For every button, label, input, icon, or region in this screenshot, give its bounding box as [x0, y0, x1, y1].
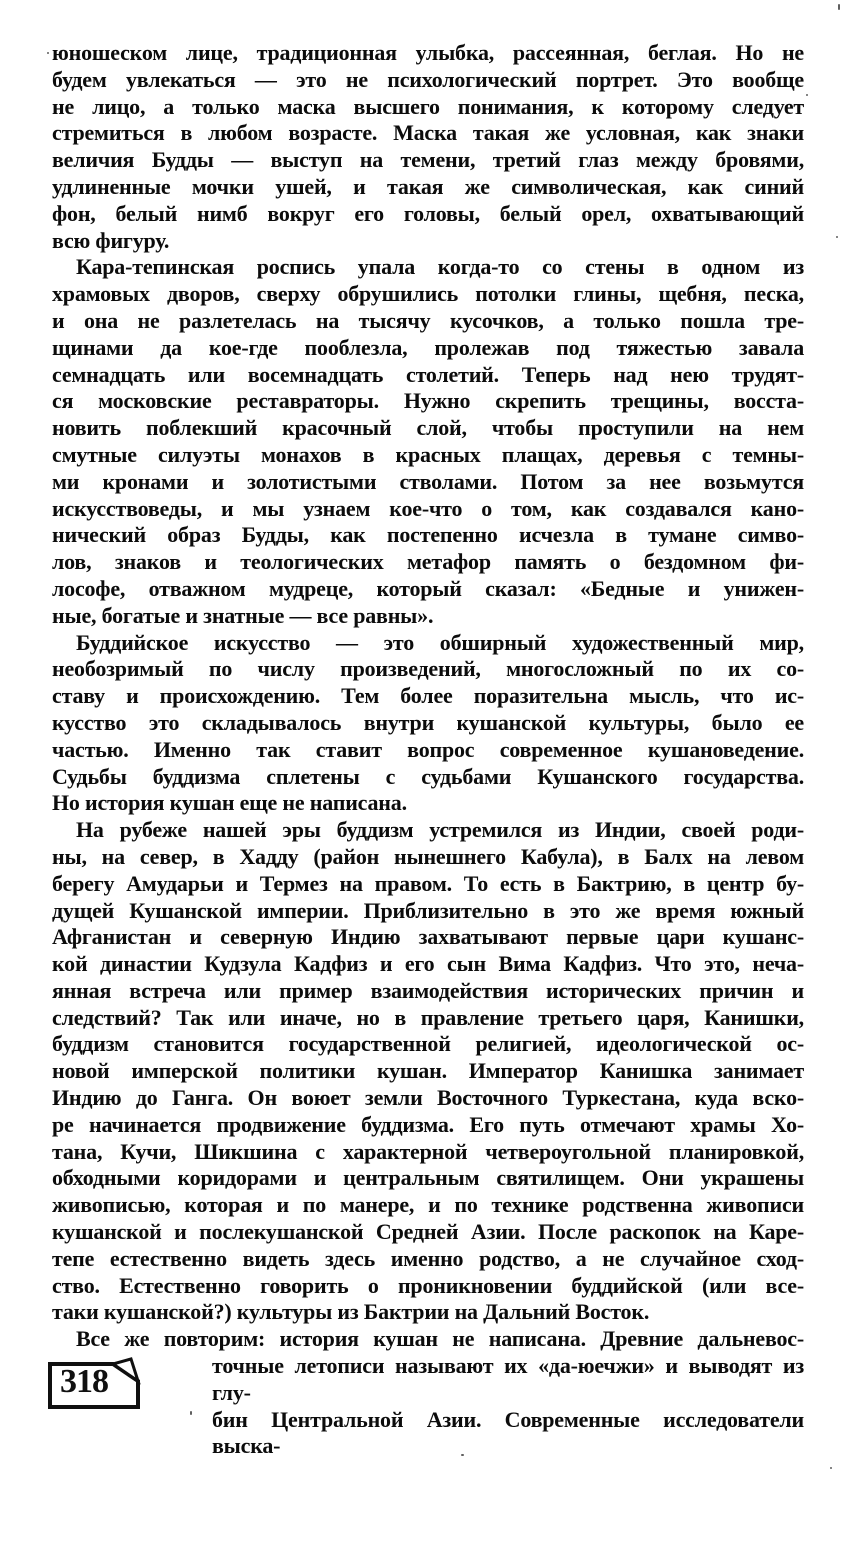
text-line: новой имперской политики кушан. Император Канишка занимает — [52, 1058, 804, 1084]
scan-speck — [836, 236, 838, 238]
text-line: кушанской и послекушанской Средней Азии. После раскопок на Каре- — [52, 1219, 804, 1245]
text-line: необозримый по числу произведений, многосложный по их со- — [52, 656, 804, 682]
text-line: ны, на север, в Хадду (район нынешнего Кабула), в Балх на левом — [52, 843, 804, 869]
text-line: кой династии Кудзула Кадфиз и его сын Вима Кадфиз. Что это, неча- — [52, 951, 804, 977]
paragraph — [52, 254, 804, 629]
text-line: следствий? Так или иначе, но в правление третьего царя, Канишки, — [52, 1004, 804, 1030]
text-line: ми кронами и золотистыми стволами. Потом за нее возьмутся — [52, 468, 804, 494]
text-line: храмовых дворов, сверху обрушились потолки глины, щебня, песка, — [52, 281, 804, 307]
scan-speck — [47, 52, 49, 54]
text-line: не лицо, а только маска высшего понимания, к которому следует — [52, 93, 804, 119]
text-line: ся московские реставраторы. Нужно скрепить трещины, восста- — [52, 388, 804, 414]
text-line: буддизм становится государственной религией, идеологической ос- — [52, 1031, 804, 1057]
page-number-badge — [47, 1355, 143, 1411]
text-line: новить поблекший красочный слой, чтобы проступили на нем — [52, 415, 804, 441]
text-line: лософе, отважном мудреце, который сказал: «Бедные и унижен- — [52, 575, 804, 601]
text-line: величия Будды — выступ на темени, третий глаз между бровями, — [52, 147, 804, 173]
text-line: и она не разлетелась на тысячу кусочков, а только пошла тре- — [52, 307, 804, 333]
text-line: удлиненные мочки ушей, и такая же символическая, как синий — [52, 173, 804, 199]
scan-speck — [838, 4, 840, 10]
text-line: обходными коридорами и центральным святилищем. Они украшены — [52, 1165, 804, 1191]
text-line: Афганистан и северную Индию захватывают первые цари кушанс- — [52, 924, 804, 950]
text-line: ставу и происхождению. Тем более поразительна мысль, что ис- — [52, 683, 804, 709]
paragraph — [52, 1326, 804, 1460]
text-line: ство. Естественно говорить о проникновении буддийской (или все- — [52, 1272, 804, 1298]
text-line: семнадцать или восемнадцать столетий. Теперь над нею трудят- — [52, 361, 804, 387]
text-line: будем увлекаться — это не психологический портрет. Это вообще — [52, 66, 804, 92]
page-number: 318 — [60, 1363, 108, 1400]
text-line: дущей Кушанской империи. Приблизительно в это же время южный — [52, 897, 804, 923]
text-line: Но история кушан еще не написана. — [52, 790, 407, 816]
text-line: кусство это складывалось внутри кушанской культуры, было ее — [52, 709, 804, 735]
text-line: нический образ Будды, как постепенно исчезла в тумане симво- — [52, 522, 804, 548]
paragraph — [52, 817, 804, 1326]
text-line: лов, знаков и теологических метафор память о бездомном фи- — [52, 549, 804, 575]
text-line: юношеском лице, традиционная улыбка, рассеянная, беглая. Но не — [52, 40, 804, 65]
text-line: янная встреча или пример взаимодействия исторических причин и — [52, 977, 804, 1003]
text-line: Буддийское искусство — это обширный художественный мир, — [76, 629, 804, 655]
text-line: всю фигуру. — [52, 227, 170, 253]
text-line: стремиться в любом возрасте. Маска такая же условная, как знаки — [52, 120, 804, 146]
text-line: Индию до Ганга. Он воюет земли Восточного Туркестана, куда вско- — [52, 1085, 804, 1111]
text-line: бин Центральной Азии. Современные исследователи выска- — [212, 1406, 804, 1459]
text-column — [52, 40, 804, 1460]
text-line: смутные силуэты монахов в красных плащах, деревья с темны- — [52, 441, 804, 467]
text-line: живописью, которая и по манере, и по технике родственна живописи — [52, 1192, 804, 1218]
text-line: фон, белый нимб вокруг его головы, белый орел, охватывающий — [52, 200, 804, 226]
text-line: таки кушанской?) культуры из Бактрии на Дальний Восток. — [52, 1299, 650, 1325]
scan-speck — [190, 1411, 192, 1415]
text-line: точные летописи называют их «да-юечжи» и выводят из глу- — [212, 1353, 804, 1405]
scan-speck — [806, 94, 808, 96]
text-line: ные, богатые и знатные — все равны». — [52, 602, 434, 628]
text-line: тепе естественно видеть здесь именно родство, а не случайное сход- — [52, 1245, 804, 1271]
text-line: На рубеже нашей эры буддизм устремился из Индии, своей роди- — [76, 817, 804, 843]
text-line: частью. Именно так ставит вопрос современное кушановедение. — [52, 736, 804, 762]
text-line: ре начинается продвижение буддизма. Его путь отмечают храмы Хо- — [52, 1111, 804, 1137]
scan-speck — [830, 1467, 832, 1469]
text-line: искусствоведы, и мы узнаем кое-что о том, как создавался кано- — [52, 495, 804, 521]
text-line: Судьбы буддизма сплетены с судьбами Кушанского государства. — [52, 763, 804, 789]
paragraph — [52, 630, 804, 818]
text-line: тана, Кучи, Шикшина с характерной четвероугольной планировкой, — [52, 1138, 804, 1164]
text-line: Кара-тепинская роспись упала когда-то со стены в одном из — [76, 254, 804, 280]
text-line: щинами да кое-где пооблезла, пролежав под тяжестью завала — [52, 334, 804, 360]
scan-speck — [461, 1454, 464, 1456]
text-line: Все же повторим: история кушан не написана. Древние дальневос- — [76, 1326, 804, 1352]
paragraph — [52, 40, 804, 254]
text-line: берегу Амударьи и Термез на правом. То есть в Бактрию, в центр бу- — [52, 870, 804, 896]
